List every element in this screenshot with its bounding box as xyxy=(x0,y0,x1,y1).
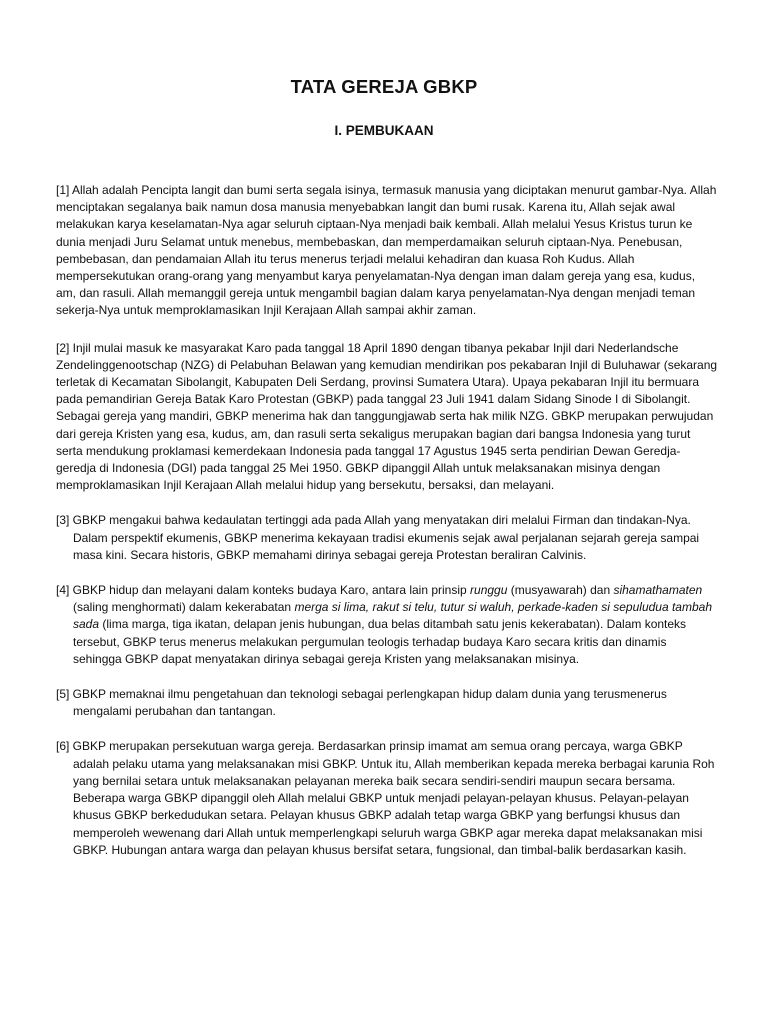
paragraph-2: [2] Injil mulai masuk ke masyarakat Karo pada tanggal 18 April 1890 dengan tibanya pekabar Injil dari Nederlandsche Zendelinggenootschap (NZG) di Pelabuhan Belawan yang kemudian mendirikan pos pekabaran Injil di Buluhawar (sekarang terletak di Kecamatan Sibolangit, Kabupaten Deli Serdang, provinsi Sumatera Utara). Upaya pekabaran Injil itu bermuara pada pemandirian Gereja Batak Karo Protestan (GBKP) pada tanggal 23 Juli 1941 dalam Sidang Sinode I di Sibolangit. Sebagai gereja yang mandiri, GBKP menerima hak dan tanggungjawab serta hak milik NZG. GBKP merupakan perwujudan dari gereja Kristen yang esa, kudus, am, dan rasuli serta sekaligus merupakan bagian dari bangsa Indonesia yang turut serta mendukung proklamasi kemerdekaan Indonesia pada tanggal 17 Agustus 1945 serta pendirian Dewan Geredja-geredja di Indonesia (DGI) pada tanggal 25 Mei 1950. GBKP dipanggil Allah untuk melaksanakan misinya dengan memproklamasikan Injil Kerajaan Allah melalui hidup yang bersekutu, bersaksi, dan melayani. xyxy=(56,340,718,493)
document-body xyxy=(56,182,718,877)
paragraph-4-term-sihamathamaten: sihamathamaten xyxy=(613,583,703,598)
document-title: TATA GEREJA GBKP xyxy=(290,76,478,97)
paragraph-5: [5] GBKP memaknai ilmu pengetahuan dan teknologi sebagai perlengkapan hidup dalam dunia yang terusmenerus mengalami perubahan dan tantangan. xyxy=(56,687,667,719)
paragraph-4-text-c: (saling menghormati) dalam kekerabatan xyxy=(73,600,295,615)
paragraph-6: [6] GBKP merupakan persekutuan warga gereja. Berdasarkan prinsip imamat am semua orang percaya, warga GBKP adalah pelaku utama yang melaksanakan misi GBKP. Untuk itu, Allah memberikan kepada mereka berbagai karunia Roh yang bernilai setara untuk melaksanakan pelayanan mereka baik secara sendiri-sendiri maupun secara bersama. Beberapa warga GBKP dipanggil oleh Allah melalui GBKP untuk menjadi pelayan-pelayan khusus. Pelayan-pelayan khusus GBKP berkedudukan setara. Pelayan khusus GBKP adalah tetap warga GBKP yang berfungsi khusus dan memperoleh wewenang dari Allah untuk memperlengkapi seluruh warga GBKP agar mereka dapat melaksanakan misi GBKP. Hubungan antara warga dan pelayan khusus bersifat setara, fungsional, dan timbal-balik berdasarkan kasih. xyxy=(56,739,715,857)
paragraph-4-text-d: (lima marga, tiga ikatan, delapan jenis hubungan, dua belas ditambah satu jenis kekerabatan). Dalam konteks tersebut, GBKP terus menerus melakukan pergumulan teologis terhadap budaya Karo secara kritis dan dinamis sehingga GBKP dapat menyatakan dirinya sebagai gereja Kristen yang melaksanakan misinya. xyxy=(73,617,687,666)
paragraph-4 xyxy=(56,582,718,668)
paragraph-4-term-runggu: runggu xyxy=(470,583,508,598)
section-title: I. PEMBUKAAN xyxy=(334,123,434,138)
paragraph-4-text-a: [4] GBKP hidup dan melayani dalam konteks budaya Karo, antara lain prinsip xyxy=(56,583,471,598)
paragraph-4-text-b: (musyawarah) dan xyxy=(507,583,614,598)
paragraph-3: [3] GBKP mengakui bahwa kedaulatan tertinggi ada pada Allah yang menyatakan diri melalui Firman dan tindakan-Nya. Dalam perspektif ekumenis, GBKP menerima kekayaan tradisi ekumenis sejak awal perjalanan sejarah gereja sampai masa kini. Secara historis, GBKP memahami dirinya sebagai gereja Protestan beraliran Calvinis. xyxy=(56,513,700,562)
paragraph-4-term-merga: merga si lima, rakut si telu, tutur si waluh, perkade-kaden si sepuludua tambah sada xyxy=(73,600,712,632)
paragraph-1: [1] Allah adalah Pencipta langit dan bumi serta segala isinya, termasuk manusia yang diciptakan menurut gambar-Nya. Allah menciptakan segalanya baik namun dosa manusia menyebabkan langit dan bumi rusak. Karena itu, Allah sejak awal melakukan karya keselamatan-Nya agar seluruh ciptaan-Nya menjadi baik kembali. Allah melalui Yesus Kristus turun ke dunia menjadi Juru Selamat untuk menebus, membebaskan, dan memperdamaikan seluruh ciptaan-Nya. Penebusan, pembebasan, dan pendamaian Allah itu terus menerus terjadi melalui kehadiran dan kuasa Roh Kudus. Allah mempersekutukan orang-orang yang menyambut karya penyelamatan-Nya dengan iman dalam gereja yang esa, kudus, am, dan rasuli. Allah memanggil gereja untuk mengambil bagian dalam karya penyelamatan-Nya dengan menjadi teman sekerja-Nya untuk memproklamasikan Injil Kerajaan Allah sampai akhir zaman. xyxy=(56,183,717,318)
